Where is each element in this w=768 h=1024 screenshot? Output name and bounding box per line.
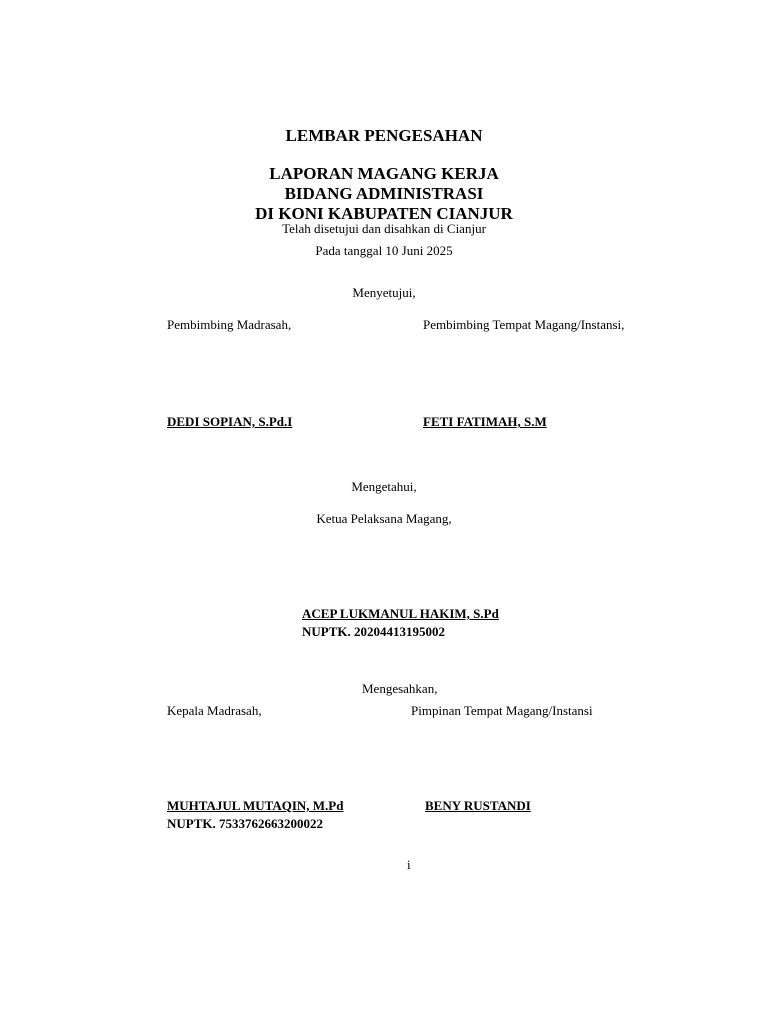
- internship-supervisor-role: Pembimbing Tempat Magang/Instansi,: [423, 317, 625, 332]
- page-number: i: [407, 857, 411, 872]
- institution-head-name: BENY RUSTANDI: [425, 798, 531, 813]
- program-chair-name: ACEP LUKMANUL HAKIM, S.Pd: [302, 606, 499, 621]
- principal-nuptk: NUPTK. 7533762663200022: [167, 816, 323, 831]
- internship-supervisor-name: FETI FATIMAH, S.M: [423, 414, 547, 429]
- program-chair-role: Ketua Pelaksana Magang,: [316, 511, 452, 526]
- program-chair-nuptk: NUPTK. 20204413195002: [302, 624, 445, 639]
- school-supervisor-role: Pembimbing Madrasah,: [167, 317, 292, 332]
- report-title-line-2: BIDANG ADMINISTRASI: [284, 184, 484, 203]
- principal-role: Kepala Madrasah,: [167, 703, 262, 718]
- acknowledgement-heading: Mengetahui,: [351, 479, 417, 494]
- institution-head-role: Pimpinan Tempat Magang/Instansi: [411, 703, 593, 718]
- ratification-heading: Mengesahkan,: [362, 681, 438, 696]
- approval-statement: Telah disetujui dan disahkan di Cianjur: [282, 221, 486, 236]
- report-title-line-1: LAPORAN MAGANG KERJA: [269, 164, 499, 183]
- report-title-line-3: DI KONI KABUPATEN CIANJUR: [255, 204, 513, 223]
- page-title: LEMBAR PENGESAHAN: [285, 126, 483, 145]
- approval-heading: Menyetujui,: [352, 285, 416, 300]
- school-supervisor-name: DEDI SOPIAN, S.Pd.I: [167, 414, 293, 429]
- date-line: Pada tanggal 10 Juni 2025: [315, 243, 453, 258]
- principal-name: MUHTAJUL MUTAQIN, M.Pd: [167, 798, 344, 813]
